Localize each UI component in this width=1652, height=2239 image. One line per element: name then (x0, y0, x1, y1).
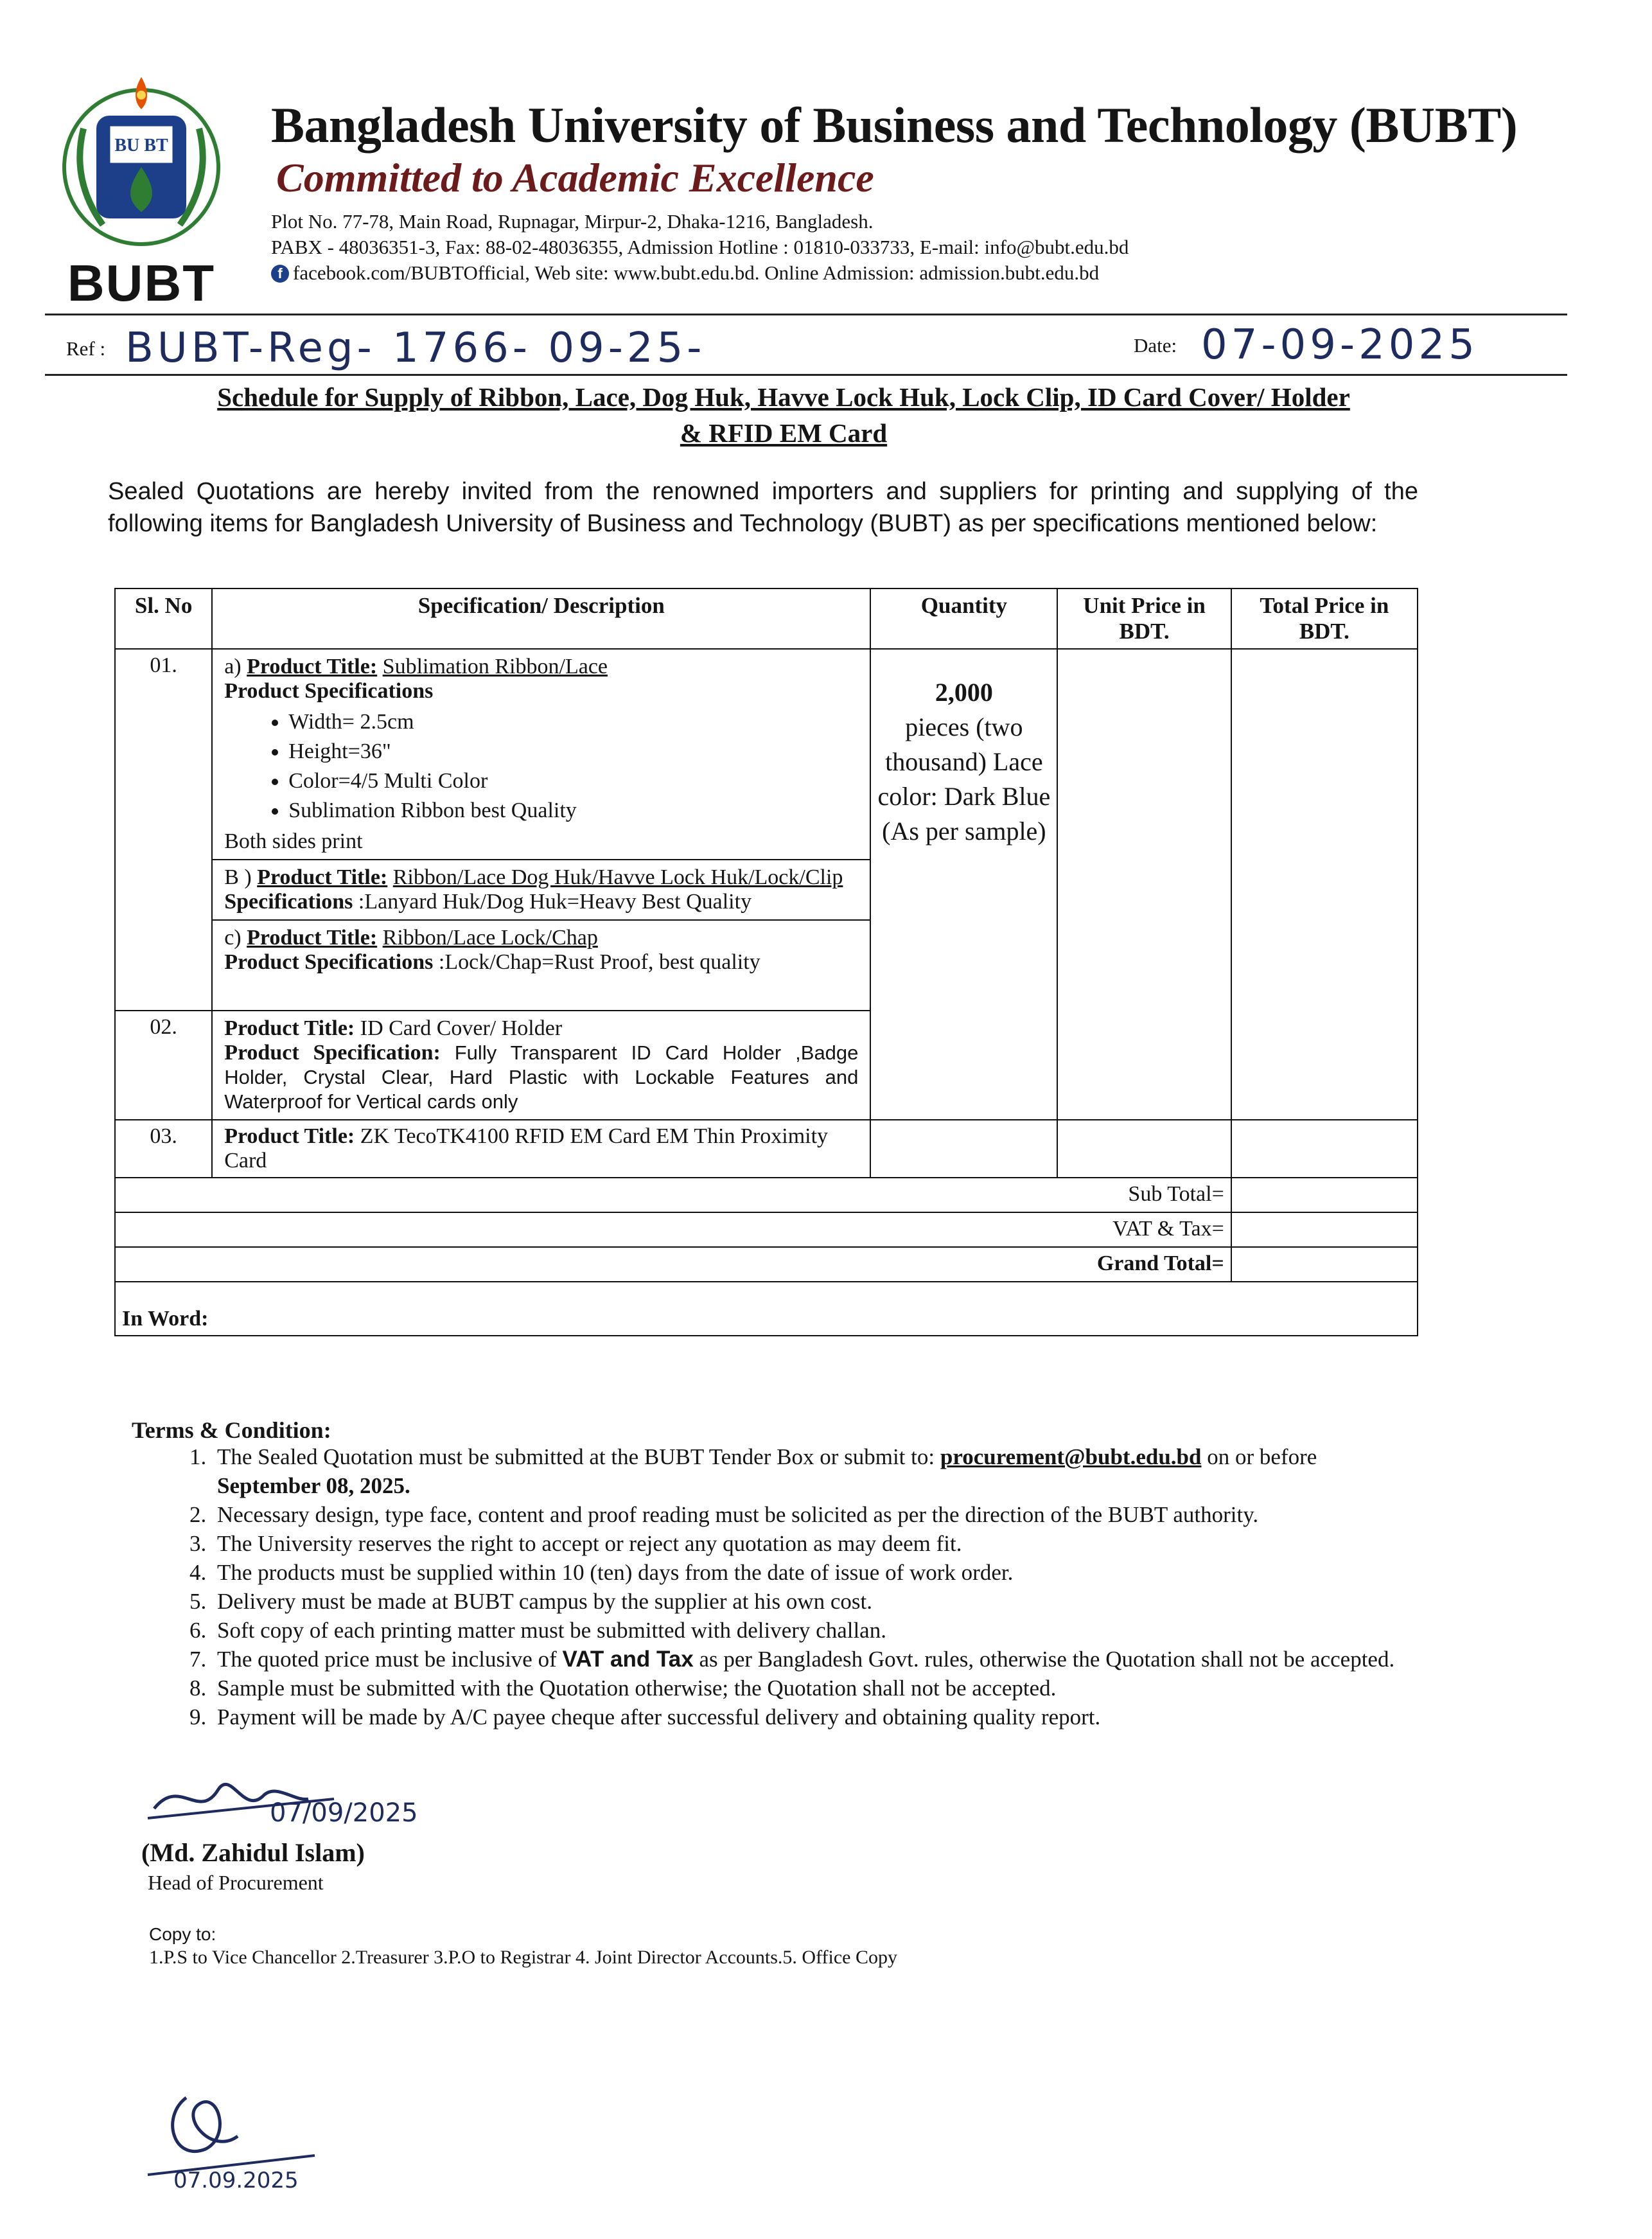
item-c-title-label: Product Title: (247, 926, 378, 950)
ref-label: Ref : (66, 337, 106, 360)
date-value: 07-09-2025 (1201, 321, 1479, 369)
term-1-deadline: September 08, 2025. (217, 1473, 410, 1498)
list-item: 8. Sample must be submitted with the Quotation otherwise; the Quotation shall not be accepted. (212, 1674, 1535, 1703)
list-item: 9. Payment will be made by A/C payee cheque after successful delivery and obtaining quality report. (212, 1703, 1535, 1731)
signatory-name: (Md. Zahidul Islam) (141, 1838, 365, 1867)
term-1-text-end: on or before (1207, 1444, 1317, 1469)
list-item: • Color=4/5 Multi Color (288, 766, 858, 796)
list-item: • Sublimation Ribbon best Quality (288, 796, 858, 826)
bottom-signature (135, 2078, 340, 2197)
list-item: • Height=36" (288, 737, 858, 766)
header-rule-bottom (45, 374, 1567, 376)
row1-total-price (1231, 649, 1418, 1120)
bottom-signature-date: 07.09.2025 (173, 2168, 299, 2193)
vat-row (115, 1212, 1418, 1247)
header-qty: Quantity (870, 589, 1057, 649)
signature (141, 1764, 475, 1837)
item-c-spec: :Lock/Chap=Rust Proof, best quality (438, 950, 760, 974)
row1-description (212, 649, 870, 1011)
row2-title: ID Card Cover/ Holder (360, 1016, 563, 1040)
tagline: Committed to Academic Excellence (276, 155, 874, 200)
copy-to-list: 1.P.S to Vice Chancellor 2.Treasurer 3.P.O to Registrar 4. Joint Director Accounts.5. Office Copy (149, 1947, 897, 1968)
item-c-title: Ribbon/Lace Lock/Chap (382, 926, 598, 950)
terms-heading: Terms & Condition: (132, 1417, 331, 1443)
list-item: 4. The products must be supplied within 10 (ten) days from the date of issue of work order. (212, 1558, 1535, 1587)
row1-item-a (213, 650, 870, 860)
in-word-row (115, 1282, 1418, 1336)
university-name: Bangladesh University of Business and Technology (BUBT) (271, 97, 1518, 153)
row1-unit-price (1057, 649, 1231, 1120)
ref-value: BUBT-Reg- 1766- 09-25- (125, 324, 706, 372)
row3-unit-price (1057, 1120, 1231, 1178)
row1-quantity (870, 649, 1057, 1120)
web-line-text: facebook.com/BUBTOfficial, Web site: www.bubt.edu.bd. Online Admission: admission.bubt.edu.bd (293, 261, 1100, 284)
header-total-price: Total Price in BDT. (1231, 589, 1418, 649)
header-spec: Specification/ Description (212, 589, 870, 649)
logo-wordmark: BUBT (67, 254, 216, 312)
subtotal-row (115, 1178, 1418, 1212)
title-line-1: Schedule for Supply of Ribbon, Lace, Dog Huk, Havve Lock Huk, Lock Clip, ID Card Cover/ Holder (217, 382, 1350, 412)
intro-paragraph: Sealed Quotations are hereby invited from the renowned importers and suppliers for printing and supplying of the following items for Bangladesh University of Business and Technology (BUBT) as per specifications mentioned below: (108, 478, 1418, 537)
table-row (115, 649, 1418, 1011)
term-7-text: The quoted price must be inclusive of (217, 1647, 557, 1672)
list-item: 5. Delivery must be made at BUBT campus by the supplier at his own cost. (212, 1587, 1535, 1616)
grand-total-label: Grand Total= (115, 1247, 1231, 1282)
term-7-text-end: as per Bangladesh Govt. rules, otherwise the Quotation shall not be accepted. (699, 1647, 1395, 1672)
item-a-prefix: a) (224, 655, 242, 678)
signature-date: 07/09/2025 (270, 1798, 418, 1828)
row1-item-b (213, 860, 870, 921)
document-title (109, 379, 1458, 451)
item-b-spec: :Lanyard Huk/Dog Huk=Heavy Best Quality (358, 890, 752, 914)
vat-value (1231, 1212, 1418, 1247)
row1-sl: 01. (115, 649, 212, 1011)
item-b-spec-label: Specifications (224, 890, 353, 914)
list-item: 6. Soft copy of each printing matter must be submitted with delivery challan. (212, 1616, 1535, 1645)
logo-emblem-text: BU BT (114, 136, 168, 155)
facebook-icon: f (271, 265, 289, 283)
list-item (212, 1442, 1535, 1500)
row3-total-price (1231, 1120, 1418, 1178)
term-7-bold: VAT and Tax (562, 1647, 694, 1672)
row3-sl: 03. (115, 1120, 212, 1178)
date-label: Date: (1134, 334, 1177, 357)
copy-to-label: Copy to: (149, 1924, 216, 1944)
row2-description (212, 1011, 870, 1120)
spec-table (114, 588, 1418, 1336)
item-a-footer: Both sides print (224, 829, 363, 853)
terms-list (135, 1442, 1535, 1731)
header-unit-price: Unit Price in BDT. (1057, 589, 1231, 649)
header-rule-top (45, 314, 1567, 315)
row3-quantity (870, 1120, 1057, 1178)
subtotal-label: Sub Total= (115, 1178, 1231, 1212)
item-b-prefix: B ) (224, 865, 252, 889)
list-item (212, 1645, 1535, 1674)
signatory-role: Head of Procurement (148, 1871, 324, 1894)
quantity-details: pieces (two thousand) Lace color: Dark Blue (As per sample) (877, 712, 1051, 845)
vat-label: VAT & Tax= (115, 1212, 1231, 1247)
item-b-title-label: Product Title: (257, 865, 388, 889)
list-item: 3. The University reserves the right to accept or reject any quotation as may deem fit. (212, 1529, 1535, 1558)
address-line: Plot No. 77-78, Main Road, Rupnagar, Mirpur-2, Dhaka-1216, Bangladesh. (271, 210, 874, 233)
grand-total-row (115, 1247, 1418, 1282)
list-item: 2. Necessary design, type face, content and proof reading must be solicited as per the direction of the BUBT authority. (212, 1500, 1535, 1529)
grand-total-value (1231, 1247, 1418, 1282)
item-c-spec-label: Product Specifications (224, 950, 434, 974)
table-row (115, 1120, 1418, 1178)
list-item: • Width= 2.5cm (288, 707, 858, 737)
web-line (271, 260, 1099, 286)
subtotal-value (1231, 1178, 1418, 1212)
row2-spec-label: Product Specification: (224, 1041, 441, 1065)
item-a-spec-label: Product Specifications (224, 679, 434, 703)
header-sl: Sl. No (115, 589, 212, 649)
row2-sl: 02. (115, 1011, 212, 1120)
row3-title-label: Product Title: (224, 1124, 355, 1148)
table-header-row (115, 589, 1418, 649)
item-c-prefix: c) (224, 926, 242, 950)
title-line-2: & RFID EM Card (680, 418, 888, 448)
row3-description (212, 1120, 870, 1178)
item-a-title: Sublimation Ribbon/Lace (382, 655, 608, 678)
row2-spec: Fully Transparent ID Card Holder ,Badge Holder, Crystal Clear, Hard Plastic with Lockable Features and Waterproof for Vertical cards only (224, 1041, 859, 1113)
term-1-text: The Sealed Quotation must be submitted at the BUBT Tender Box or submit to: (217, 1444, 935, 1469)
row2-title-label: Product Title: (224, 1016, 355, 1040)
quantity-value: 2,000 (935, 678, 993, 707)
item-a-title-label: Product Title: (247, 655, 378, 678)
item-b-title: Ribbon/Lace Dog Huk/Havve Lock Huk/Lock/Clip (392, 865, 843, 889)
in-word-label: In Word: (115, 1282, 1418, 1336)
procurement-email-link[interactable]: procurement@bubt.edu.bd (940, 1444, 1202, 1469)
row3-title: ZK TecoTK4100 RFID EM Card EM Thin Proximity Card (224, 1124, 829, 1173)
item-a-spec-list (250, 707, 858, 826)
row1-item-c (213, 921, 870, 1010)
contact-line: PABX - 48036351-3, Fax: 88-02-48036355, Admission Hotline : 01810-033733, E-mail: info@bubt.edu.bd (271, 236, 1129, 258)
